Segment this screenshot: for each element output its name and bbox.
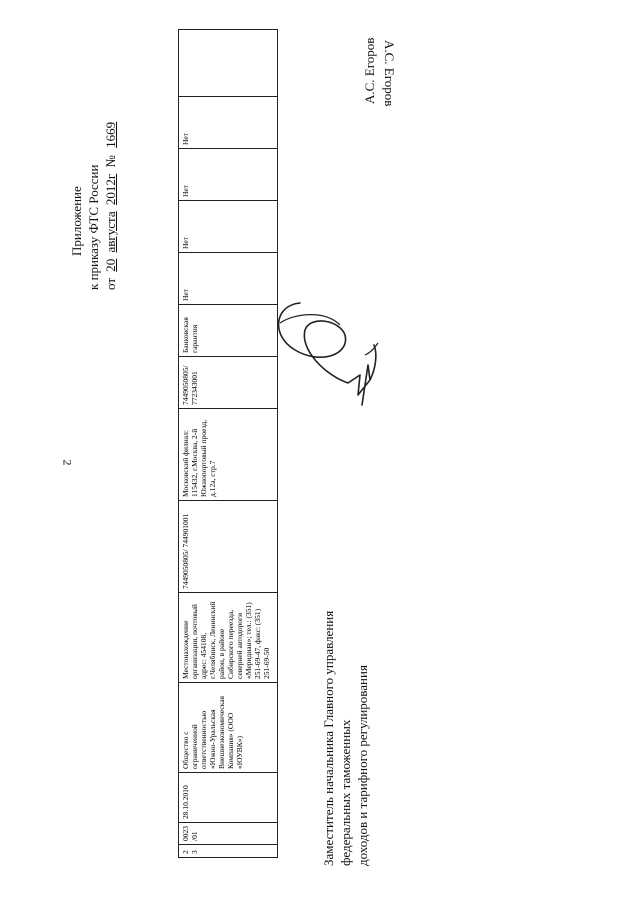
cell-col10: Нет xyxy=(179,253,278,305)
cell-guarantee: Банковская гарантия xyxy=(179,305,278,357)
signer-name-text: А.С. Егоров xyxy=(362,37,377,104)
cell-col14 xyxy=(179,30,278,97)
footer-line1: Заместитель начальника Главного управления xyxy=(321,610,336,866)
cell-reg-no: 0023/01 xyxy=(179,823,278,845)
footer-line2: федеральных таможенных xyxy=(338,719,353,866)
cell-branch: Московский филиал: 115432, г.Москва, 2-й Южнопортовый проезд, д.12а, стр.7 xyxy=(179,409,278,501)
appendix-month: августа xyxy=(103,211,118,253)
cell-num: 23 xyxy=(179,845,278,858)
appendix-number: 1669 xyxy=(103,121,118,148)
footer-line3: доходов и тарифного регулирования xyxy=(355,665,370,866)
appendix-text xyxy=(68,50,128,290)
cell-company: Общество с ограниченной ответственностью «Южно-Уральская Внешнеэкономическая Компания» (ООО «ЮУВК») xyxy=(179,683,278,773)
signer-name: А.С. Егоров xyxy=(382,40,397,107)
appendix-year: 2012г xyxy=(103,173,118,206)
cell-inn-kpp: 7449050805/ 744901001 xyxy=(179,501,278,593)
cell-branch-inn-kpp: 7449050805/ 772343001 xyxy=(179,357,278,409)
cell-date: 28.10.2010 xyxy=(179,773,278,823)
registry-grid xyxy=(178,29,278,858)
table-row xyxy=(179,30,278,858)
cell-col13: Нет xyxy=(179,97,278,149)
page-number: 2 xyxy=(60,459,75,466)
appendix-line3 xyxy=(102,50,119,290)
registry-table-rotated xyxy=(178,30,278,858)
cell-col11: Нет xyxy=(179,201,278,253)
appendix-line1: Приложение xyxy=(69,186,84,256)
signature-image xyxy=(270,295,400,415)
appendix-line2: к приказу ФТС России xyxy=(86,164,101,290)
appendix-from: от xyxy=(103,277,118,290)
cell-location: Местонахождение организации, почтовый адрес: 454108, г.Челябинск, Ленинский район, в районе Сибирского переезда, северней автодороги «Меридиан»; тел.: (351) 251-69-47, факс: (351) 251-69-50 xyxy=(179,593,278,683)
footer-title xyxy=(320,506,371,866)
cell-col12: Нет xyxy=(179,149,278,201)
appendix-day: 20 xyxy=(103,258,118,272)
appendix-number-sign: № xyxy=(103,155,118,168)
